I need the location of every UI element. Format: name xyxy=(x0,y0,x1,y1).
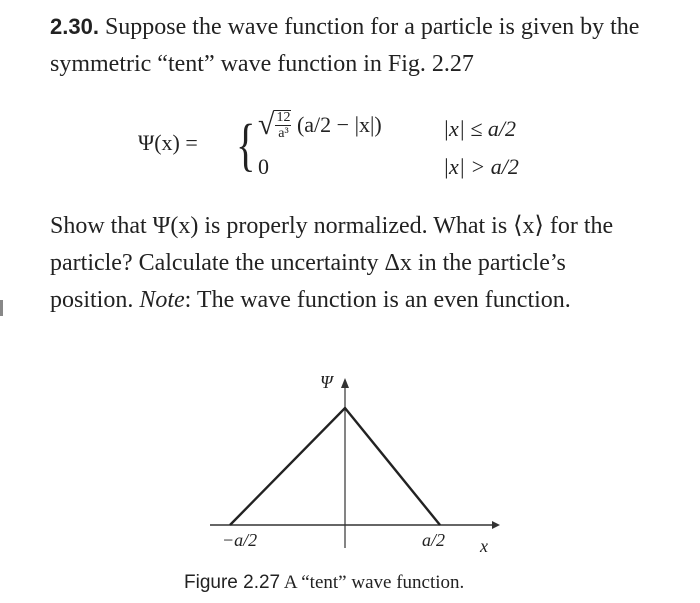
fraction-denominator: a³ xyxy=(278,125,289,141)
problem-statement xyxy=(50,8,650,83)
figure-caption xyxy=(184,572,464,594)
case-2-expression: 0 xyxy=(258,154,269,179)
left-tick-label: −a/2 xyxy=(222,530,258,550)
note-label: Note xyxy=(139,287,185,313)
case-1-expression: (a/2 − |x|) xyxy=(296,112,382,137)
tent-wave-function xyxy=(230,408,440,525)
fraction-numerator: 12 xyxy=(276,109,291,125)
x-axis-arrow xyxy=(492,521,500,529)
tent-figure xyxy=(200,370,500,570)
right-tick-label: a/2 xyxy=(422,530,446,550)
question-main: Show that Ψ(x) is properly normalized. What is ⟨x⟩ for the particle? Calculate the uncertainty Δx in the particle’s position. xyxy=(50,213,614,313)
sqrt-term xyxy=(258,108,291,142)
equation-case-1 xyxy=(258,108,382,142)
equation-lhs: Ψ(x) = xyxy=(138,130,198,155)
case-2-condition: |x| > a/2 xyxy=(443,154,519,179)
y-axis-label: Ψ xyxy=(320,372,333,392)
cases-brace: { xyxy=(236,112,256,177)
note-text: : The wave function is an even function. xyxy=(184,287,571,313)
question-text xyxy=(50,208,650,319)
caption-number: Figure 2.27 xyxy=(184,572,281,593)
caption-text: A “tent” wave function. xyxy=(283,572,465,593)
problem-intro: Suppose the wave function for a particle is given by the symmetric “tent” wave function in Fig. 2.27 xyxy=(50,14,640,77)
y-axis-arrow xyxy=(341,378,349,388)
sqrt-fraction xyxy=(275,110,291,141)
problem-number: 2.30. xyxy=(50,14,99,39)
case-1-condition: |x| ≤ a/2 xyxy=(443,116,517,141)
sqrt-symbol: √ xyxy=(258,108,275,141)
margin-mark xyxy=(0,300,3,316)
wave-function-equation xyxy=(138,104,558,192)
x-axis-label: x xyxy=(480,536,488,556)
